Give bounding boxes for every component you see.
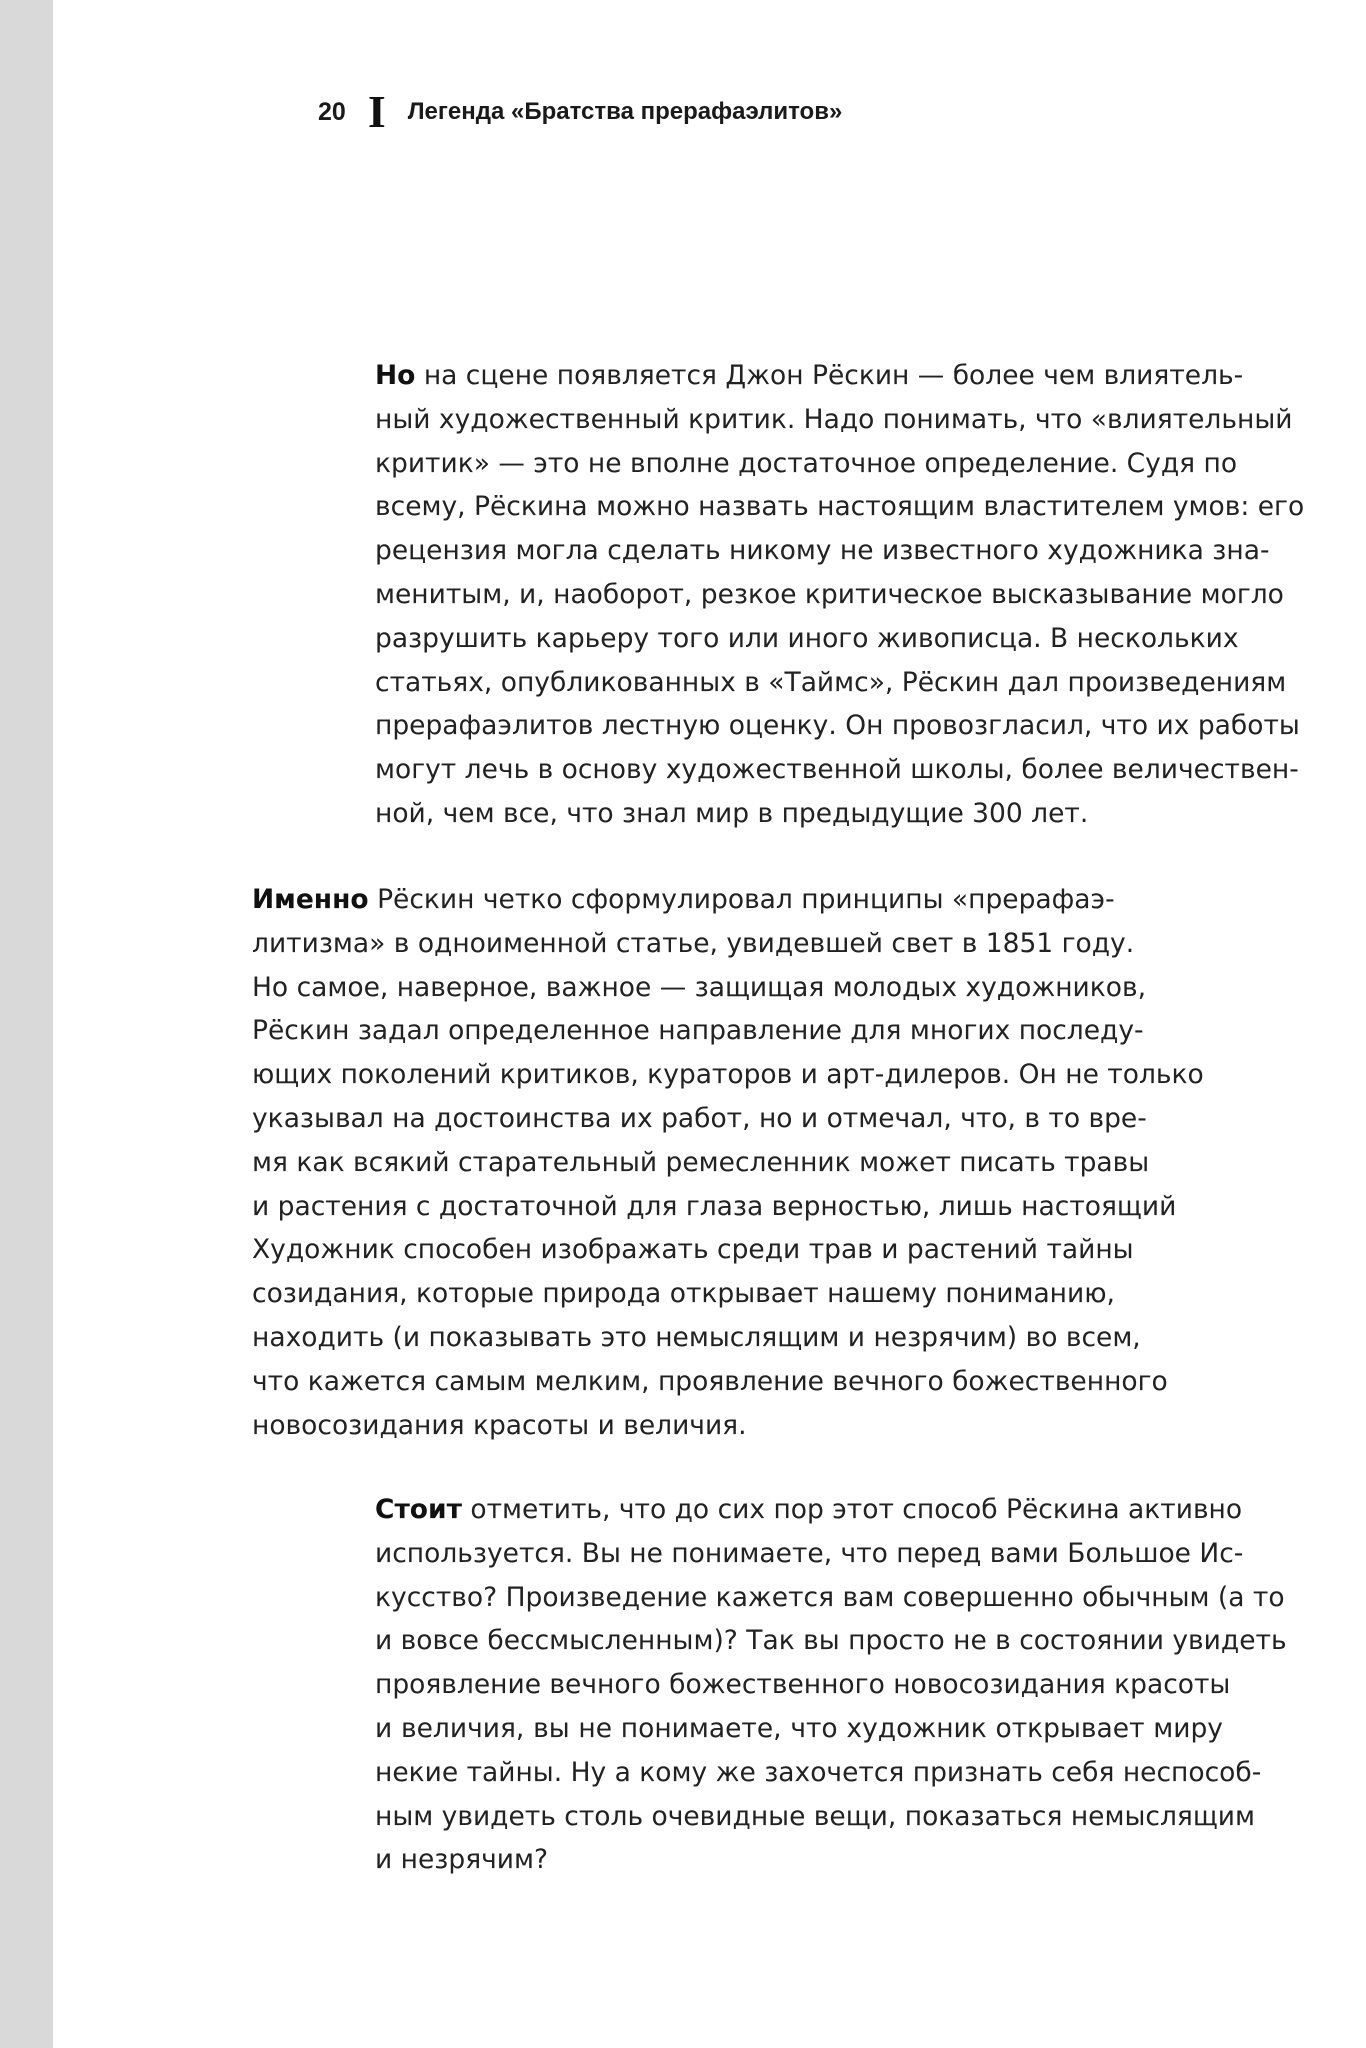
- text-line: что кажется самым мелким, проявление вечного божественного: [252, 1365, 1168, 1397]
- text-line: Рёскин задал определенное направление для многих последу-: [252, 1015, 1144, 1047]
- text-line: прерафаэлитов лестную оценку. Он провозгласил, что их работы: [375, 710, 1300, 742]
- text-line: проявление вечного божественного новосозидания красоты: [375, 1669, 1231, 1701]
- text-line-content: Рёскин четко сформулировал принципы «прерафаэ-: [368, 884, 1115, 915]
- paragraph-lead-word: Именно: [252, 884, 369, 915]
- text-line: могут лечь в основу художественной школы, более величествен-: [375, 754, 1299, 786]
- running-header: [318, 86, 843, 137]
- text-line: рецензия могла сделать никому не известного художника зна-: [375, 535, 1270, 567]
- text-line: используется. Вы не понимаете, что перед вами Большое Ис-: [375, 1537, 1244, 1569]
- paragraph-1: [375, 354, 1305, 836]
- text-line: менитым, и, наоборот, резкое критическое высказывание могло: [375, 578, 1284, 610]
- text-line-content: отметить, что до сих пор этот способ Рёскина активно: [461, 1494, 1243, 1525]
- paragraph-2: [252, 878, 1204, 1447]
- paragraph-lead-word: Стоит: [375, 1494, 462, 1525]
- text-line: мя как всякий старательный ремесленник может писать травы: [252, 1146, 1150, 1178]
- text-line: статьях, опубликованных в «Таймс», Рёскин дал произведениям: [375, 666, 1287, 698]
- text-line: кусство? Произведение кажется вам совершенно обычным (а то: [375, 1581, 1285, 1613]
- text-line: всему, Рёскина можно назвать настоящим властителем умов: его: [375, 491, 1305, 523]
- text-line: новосозидания красоты и величия.: [252, 1409, 747, 1441]
- chapter-title: Легенда «Братства прерафаэлитов»: [407, 98, 843, 125]
- text-line: и вовсе бессмысленным)? Так вы просто не в состоянии увидеть: [375, 1625, 1287, 1657]
- text-line: [375, 354, 1244, 398]
- text-line: созидания, которые природа открывает нашему пониманию,: [252, 1278, 1115, 1310]
- text-line: ной, чем все, что знал мир в предыдущие 300 лет.: [375, 797, 1089, 829]
- text-line: ным увидеть столь очевидные вещи, показаться немыслящим: [375, 1800, 1256, 1832]
- text-line: указывал на достоинства их работ, но и отмечал, что, в то вре-: [252, 1102, 1147, 1134]
- part-numeral: I: [367, 86, 386, 137]
- page-edge-shadow: [0, 0, 53, 2048]
- text-line: [252, 878, 1115, 922]
- text-line: Художник способен изображать среди трав и растений тайны: [252, 1234, 1134, 1266]
- text-line: находить (и показывать это немыслящим и незрячим) во всем,: [252, 1321, 1141, 1353]
- text-line: литизма» в одноименной статье, увидевшей свет в 1851 году.: [252, 927, 1135, 959]
- text-line: [375, 1488, 1243, 1532]
- text-line: критик» — это не вполне достаточное определение. Судя по: [375, 447, 1238, 479]
- text-line: и незрячим?: [375, 1844, 549, 1876]
- text-line: и величия, вы не понимаете, что художник открывает миру: [375, 1712, 1223, 1744]
- text-line: Но самое, наверное, важное — защищая молодых художников,: [252, 971, 1147, 1003]
- paragraph-lead-word: Но: [375, 360, 416, 391]
- paragraph-3: [375, 1488, 1287, 1882]
- page-number: 20: [318, 97, 346, 126]
- text-line: и растения с достаточной для глаза верностью, лишь настоящий: [252, 1190, 1177, 1222]
- text-line: некие тайны. Ну а кому же захочется признать себя неспособ-: [375, 1756, 1262, 1788]
- text-line-content: на сцене появляется Джон Рёскин — более чем влиятель-: [415, 360, 1244, 391]
- text-line: ющих поколений критиков, кураторов и арт-дилеров. Он не только: [252, 1059, 1204, 1091]
- text-line: ный художественный критик. Надо понимать, что «влиятельный: [375, 403, 1293, 435]
- text-line: разрушить карьеру того или иного живописца. В нескольких: [375, 622, 1239, 654]
